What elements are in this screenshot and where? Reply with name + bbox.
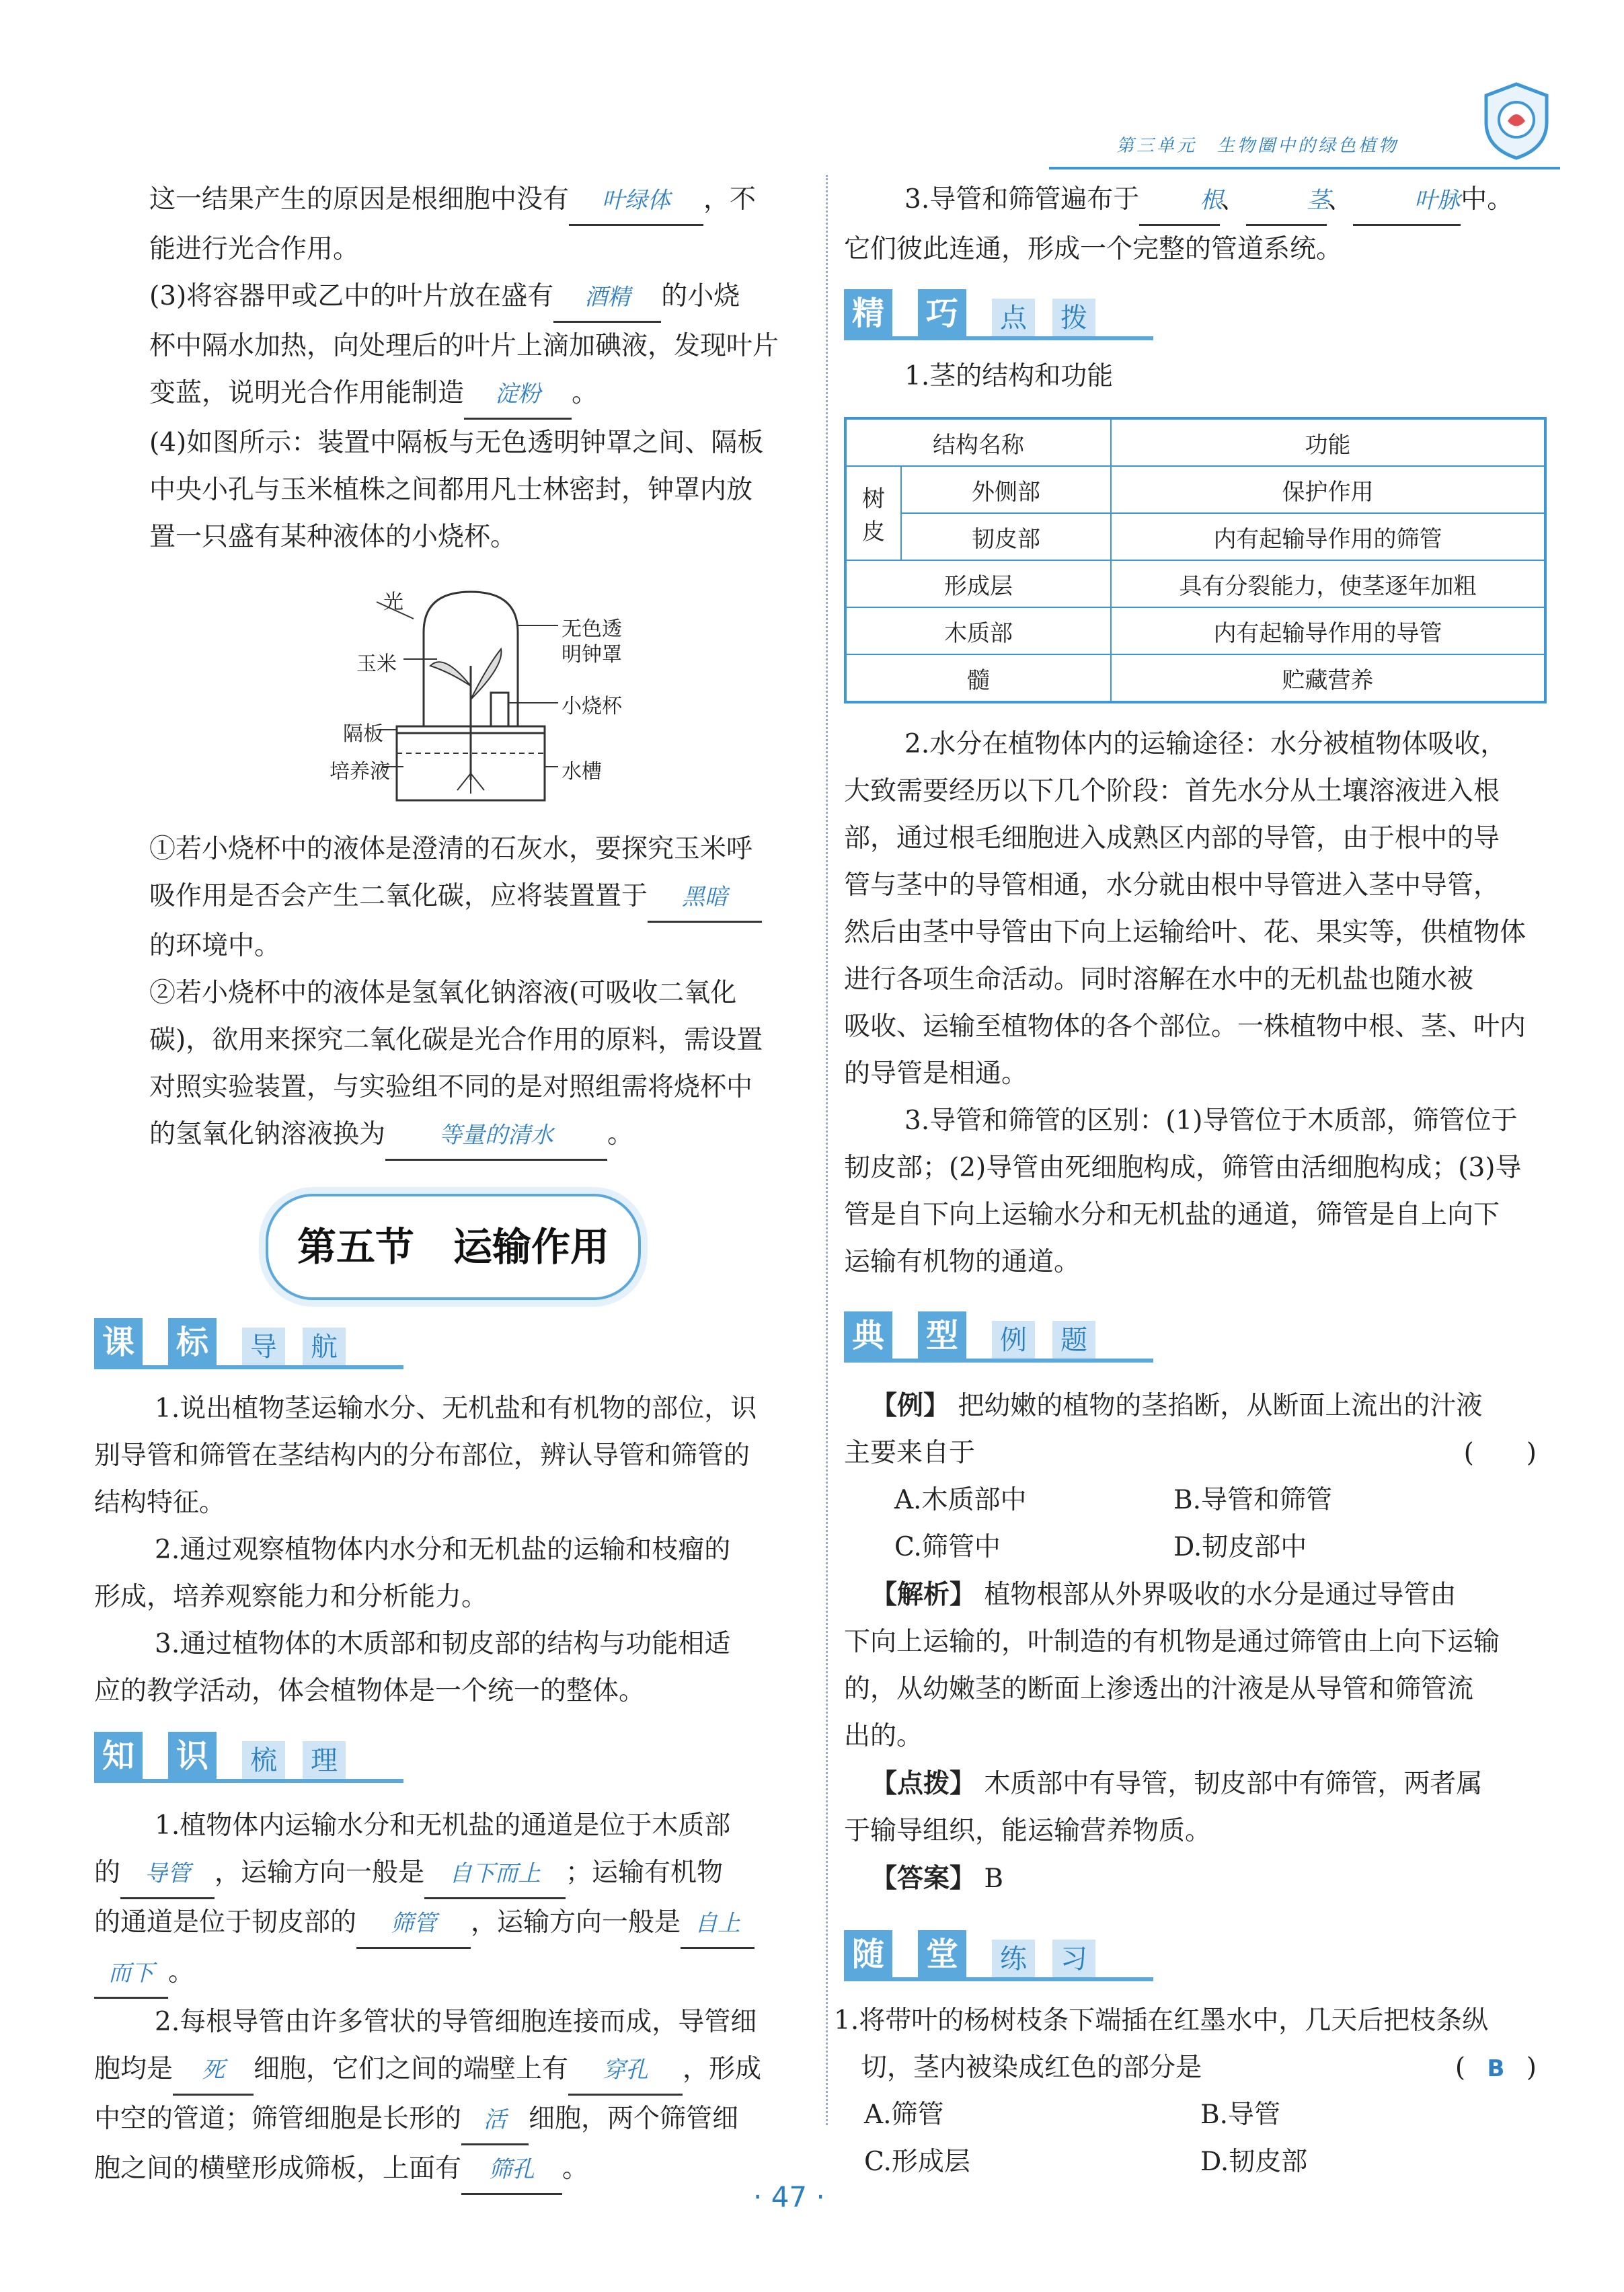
- text-line: 3.导管和筛管遍布于 根、 茎、 叶脉中。: [844, 176, 1550, 226]
- text-line: 大致需要经历以下几个阶段：首先水分从土壤溶液进入根: [844, 776, 1500, 806]
- text-line: 而下 。: [94, 1949, 807, 1999]
- label-board: 隔板: [343, 722, 383, 746]
- text-line: 1.将带叶的杨树枝条下端插在红墨水中，几天后把枝条纵: [834, 2006, 1489, 2036]
- text-line: 的通道是位于韧皮部的 筛管 ，运输方向一般是 自上: [94, 1899, 807, 1949]
- text-line: 对照实验装置，与实验组不同的是对照组需将烧杯中: [149, 1072, 753, 1102]
- tag-practice: 随 堂 练 习: [844, 1930, 1160, 1984]
- text-line: 的 导管 ，运输方向一般是 自下而上 ；运输有机物: [94, 1849, 807, 1899]
- text-line: 出的。: [844, 1721, 923, 1751]
- table-row: 树 皮 外侧部 保护作用: [845, 466, 1545, 513]
- text-line: 3.导管和筛管的区别：(1)导管位于木质部，筛管位于: [904, 1106, 1518, 1136]
- text-line: 结构特征。: [94, 1488, 226, 1518]
- table-row: 髓 贮藏营养: [845, 654, 1545, 702]
- answer-mark: B: [1487, 2055, 1505, 2082]
- guide-text: [94, 1385, 807, 1715]
- text-line: 胞之间的横壁形成筛板，上面有 筛孔 。: [94, 2145, 807, 2195]
- label-corn: 玉米: [356, 652, 397, 676]
- label-bell: 无色透: [562, 617, 622, 641]
- text-line: 形成，培养观察能力和分析能力。: [94, 1582, 488, 1612]
- text-line: 别导管和筛管在茎结构内的分布部位，辨认导管和筛管的: [94, 1441, 750, 1471]
- options-row: C.形成层 D.韧皮部: [864, 2147, 1308, 2177]
- table-row: 形成层 具有分裂能力，使茎逐年加粗: [845, 560, 1545, 607]
- options-row: C.筛管中 D.韧皮部中: [894, 1532, 1307, 1562]
- text-line: (3)将容器甲或乙中的叶片放在盛有 酒精 的小烧: [149, 273, 808, 323]
- text-line: 3.通过植物体的木质部和韧皮部的结构与功能相适: [155, 1629, 731, 1659]
- text-line: 的，从幼嫩茎的断面上渗透出的汁液是从导管和筛管流: [844, 1674, 1474, 1704]
- text-line: 中央小孔与玉米植株之间都用凡士林密封，钟罩内放: [149, 475, 753, 505]
- text-line: 能进行光合作用。: [149, 234, 360, 264]
- text-line: 这一结果产生的原因是根细胞中没有 叶绿体 ，不: [149, 176, 808, 226]
- table-row: 木质部 内有起输导作用的导管: [845, 607, 1545, 654]
- answer-blank: 黑暗: [648, 874, 762, 923]
- answer-blank: 淀粉: [464, 371, 572, 420]
- transport-text: [844, 721, 1550, 1286]
- options-row: A.木质部中 B.导管和筛管: [894, 1485, 1333, 1515]
- apparatus-diagram: [330, 585, 666, 814]
- text-line: 胞均是 死 细胞，它们之间的端壁上有 穿孔 ，形成: [94, 2046, 807, 2096]
- text-line: 下向上运输的，叶制造的有机物是通过筛管由上向下运输: [844, 1627, 1500, 1657]
- label-tank: 水槽: [562, 760, 602, 784]
- table-title: 1.茎的结构和功能: [904, 361, 1114, 391]
- text-line: 碳)，欲用来探究二氧化碳是光合作用的原料，需设置: [149, 1025, 763, 1055]
- text-line: 杯中隔水加热，向处理后的叶片上滴加碘液，发现叶片: [149, 331, 779, 361]
- page-number: · 47 ·: [753, 2180, 825, 2213]
- text-line: 管与茎中的导管相通，水分就由根中导管进入茎中导管，: [844, 870, 1500, 901]
- text-line: 的氢氧化钠溶液换为 等量的清水 。: [149, 1111, 808, 1161]
- text-line: 【点拨】 木质部中有导管，韧皮部中有筛管，两者属: [871, 1768, 1483, 1799]
- text-line: 应的教学活动，体会植物体是一个统一的整体。: [94, 1676, 646, 1706]
- section-title: 第五节 运输作用: [266, 1194, 641, 1300]
- structure-function-table: [844, 417, 1547, 703]
- text-line: 吸收、运输至植物体的各个部位。一株植物中根、茎、叶内: [844, 1011, 1526, 1042]
- text-line: 【答案】 B: [871, 1863, 1004, 1894]
- text-line: 2.水分在植物体内的运输途径：水分被植物体吸收，: [904, 729, 1507, 759]
- text-line: 1.说出植物茎运输水分、无机盐和有机物的部位，识: [155, 1393, 757, 1424]
- text-line: 于输导组织，能运输营养物质。: [844, 1816, 1212, 1846]
- text-line: 它们彼此连通，形成一个完整的管道系统。: [844, 234, 1343, 264]
- text-line: (4)如图所示：装置中隔板与无色透明钟罩之间、隔板: [149, 428, 764, 458]
- bark-cell: 树 皮: [845, 466, 901, 560]
- text-line: ①若小烧杯中的液体是澄清的石灰水，要探究玉米呼: [149, 834, 753, 864]
- text-line: 的导管是相通。: [844, 1059, 1028, 1089]
- label-bell-2: 明钟罩: [562, 643, 622, 666]
- text-line: 吸作用是否会产生二氧化碳，应将装置置于 黑暗: [149, 873, 808, 923]
- text-line: 中空的管道；筛管细胞是长形的 活 细胞，两个筛管细: [94, 2096, 807, 2145]
- left-column-top: [149, 176, 808, 561]
- text-line: 然后由茎中导管由下向上运输给叶、花、果实等，供植物体: [844, 917, 1526, 948]
- text-line: 韧皮部；(2)导管由死细胞构成，筛管由活细胞构成；(3)导: [844, 1153, 1522, 1183]
- label-light: 光: [383, 590, 403, 614]
- table-row: 结构名称 功能: [845, 418, 1545, 466]
- label-culture: 培养液: [330, 760, 390, 784]
- practice-block: [834, 1997, 1550, 2186]
- school-badge-icon: [1479, 81, 1553, 161]
- answer-blank: 等量的清水: [385, 1112, 607, 1161]
- label-beaker: 小烧杯: [562, 695, 622, 718]
- text-line: ②若小烧杯中的液体是氢氧化钠溶液(可吸收二氧化: [149, 978, 737, 1008]
- right-top: [844, 176, 1550, 273]
- answer-blank: 叶绿体: [569, 177, 703, 226]
- header-rule: [1049, 167, 1560, 169]
- running-title: 第三单元 生物圈中的绿色植物: [1116, 136, 1399, 156]
- answer-blank: 酒精: [553, 274, 661, 323]
- left-questions: [149, 826, 808, 1161]
- table-row: 韧皮部 内有起输导作用的筛管: [845, 513, 1545, 560]
- text-line: 2.通过观察植物体内水分和无机盐的运输和枝瘤的: [155, 1535, 731, 1565]
- text-line: 切，茎内被染成红色的部分是 ( B ): [834, 2045, 1550, 2092]
- tag-tips: 精 巧 点 拨: [844, 289, 1160, 343]
- example-block: [844, 1382, 1550, 1903]
- text-line: 进行各项生命活动。同时溶解在水中的无机盐也随水被: [844, 964, 1474, 995]
- text-line: 2.每根导管由许多管状的导管细胞连接而成，导管细: [155, 2007, 757, 2037]
- text-line: 1.植物体内运输水分和无机盐的通道是位于木质部: [155, 1810, 731, 1841]
- text-line: 【例】 把幼嫩的植物的茎掐断，从断面上流出的汁液: [871, 1390, 1483, 1421]
- text-line: 主要来自于 ( ): [844, 1438, 1537, 1468]
- text-line: 管是自下向上运输水分和无机盐的通道，筛管是自上向下: [844, 1200, 1500, 1230]
- knowledge-text: [94, 1802, 807, 2195]
- text-line: 部，通过根毛细胞进入成熟区内部的导管，由于根中的导: [844, 823, 1500, 853]
- text-line: 运输有机物的通道。: [844, 1247, 1081, 1277]
- options-row: A.筛管 B.导管: [864, 2100, 1281, 2130]
- column-divider: [826, 175, 830, 2125]
- text-line: 变蓝，说明光合作用能制造 淀粉 。: [149, 370, 808, 420]
- text-line: 置一只盛有某种液体的小烧杯。: [149, 522, 517, 552]
- tag-examples: 典 型 例 题: [844, 1311, 1160, 1365]
- tag-knowledge: 知 识 梳 理: [94, 1732, 410, 1786]
- text-line: 【解析】 植物根部从外界吸收的水分是通过导管由: [871, 1579, 1457, 1610]
- tag-course-guide: 课 标 导 航: [94, 1318, 410, 1372]
- text-line: 的环境中。: [149, 931, 281, 961]
